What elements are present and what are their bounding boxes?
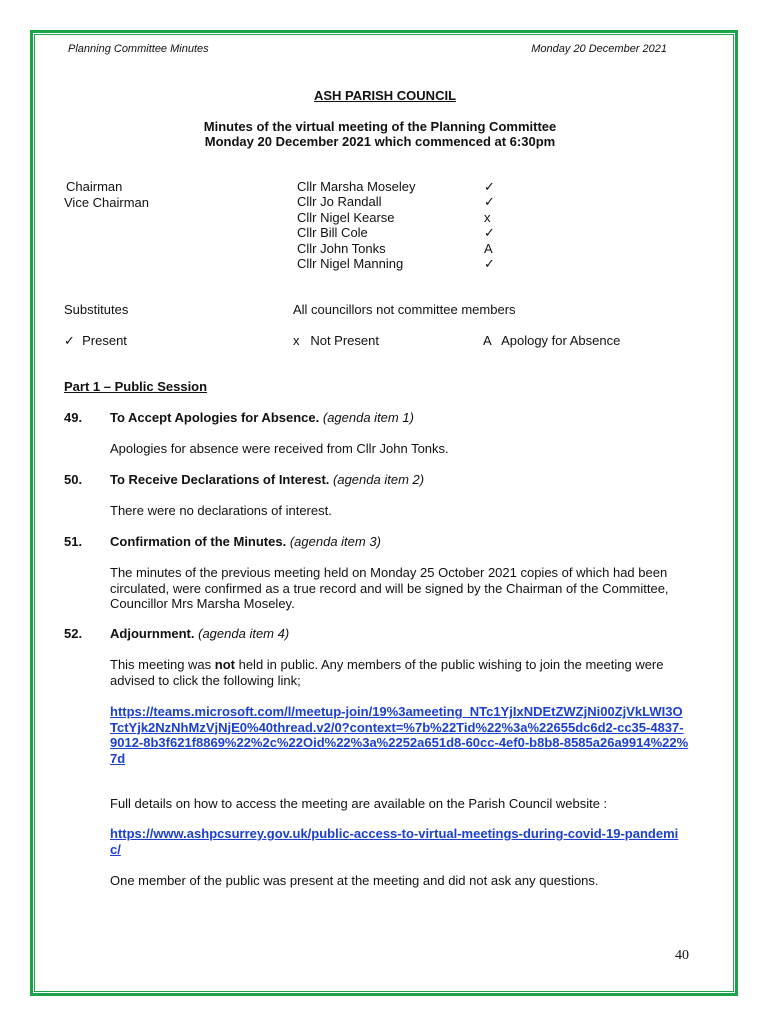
attendance-mark: x [484, 210, 491, 225]
item-agenda-ref: (agenda item 4) [198, 626, 290, 641]
item-title: Adjournment. [110, 626, 195, 641]
key-not-present: x Not Present [293, 333, 379, 348]
member-name: Cllr John Tonks [297, 241, 386, 256]
item-heading [110, 626, 289, 641]
header-right: Monday 20 December 2021 [531, 43, 667, 55]
attendance-mark: ✓ [484, 179, 495, 194]
attendance-mark: ✓ [484, 194, 495, 209]
item-agenda-ref: (agenda item 2) [333, 472, 425, 487]
item-number: 51. [64, 534, 83, 549]
attendance-mark: ✓ [484, 256, 495, 271]
substitutes-label: Substitutes [64, 302, 129, 317]
body-text: held in public. Any members of the public wishing to join the meeting were advised to click the following link; [110, 657, 664, 688]
member-name: Cllr Jo Randall [297, 194, 382, 209]
closing-text: One member of the public was present at the meeting and did not ask any questions. [110, 873, 599, 888]
item-agenda-ref: (agenda item 1) [322, 410, 414, 425]
page-number: 40 [675, 948, 689, 963]
member-name: Cllr Nigel Manning [297, 256, 404, 271]
item-heading [110, 472, 424, 487]
website-link[interactable]: https://www.ashpcsurrey.gov.uk/public-access-to-virtual-meetings-during-covid-19-pandemic/ [110, 826, 679, 857]
header-left: Planning Committee Minutes [68, 43, 209, 55]
item-heading [110, 534, 381, 549]
council-title: ASH PARISH COUNCIL [313, 88, 457, 103]
attendance-mark: A [484, 241, 493, 256]
item-number: 49. [64, 410, 83, 425]
item-title: To Accept Apologies for Absence. [110, 410, 320, 425]
item-number: 50. [64, 472, 83, 487]
item-body: There were no declarations of interest. [110, 503, 332, 518]
details-text: Full details on how to access the meeting are available on the Parish Council website : [110, 796, 608, 811]
item-body: Apologies for absence were received from Cllr John Tonks. [110, 441, 449, 456]
member-name: Cllr Nigel Kearse [297, 210, 395, 225]
role-chairman: Chairman [66, 179, 123, 194]
item-heading [110, 410, 414, 425]
body-text: This meeting was [110, 657, 215, 672]
item-number: 52. [64, 626, 83, 641]
key-apology: A Apology for Absence [483, 333, 621, 348]
item-body [110, 657, 695, 688]
part1-heading: Part 1 – Public Session [64, 379, 208, 394]
body-emphasis: not [214, 657, 235, 672]
teams-meeting-link[interactable]: https://teams.microsoft.com/l/meetup-join/19%3ameeting_NTc1YjIxNDEtZWZjNi00ZjVkLWI3OTctYjk2NzNhMzVjNjE0%40thread.v2/0?context=%7b%22Tid%22%3a%22655dc6d2-cc35-4837-9012-8b3f621f8869%22%2c%22Oid%22%3a%2252a651d8-60cc-4ef0-b8b8-8585a26a9914%22%7d [110, 704, 689, 766]
subtitle-line1: Minutes of the virtual meeting of the Planning Committee [203, 119, 557, 134]
member-name: Cllr Bill Cole [297, 225, 368, 240]
member-name: Cllr Marsha Moseley [297, 179, 416, 194]
subtitle-line2: Monday 20 December 2021 which commenced at 6:30pm [204, 134, 556, 149]
attendance-mark: ✓ [484, 225, 495, 240]
item-agenda-ref: (agenda item 3) [289, 534, 381, 549]
key-present: ✓ Present [64, 333, 127, 348]
item-body: The minutes of the previous meeting held on Monday 25 October 2021 copies of which had been circulated, were confirmed as a true record and will be signed by the Chairman of the Committee, Councillor Mrs Marsha Moseley. [110, 565, 669, 611]
role-vice-chairman: Vice Chairman [64, 195, 150, 210]
item-title: To Receive Declarations of Interest. [110, 472, 330, 487]
item-title: Confirmation of the Minutes. [110, 534, 287, 549]
substitutes-value: All councillors not committee members [293, 302, 516, 317]
